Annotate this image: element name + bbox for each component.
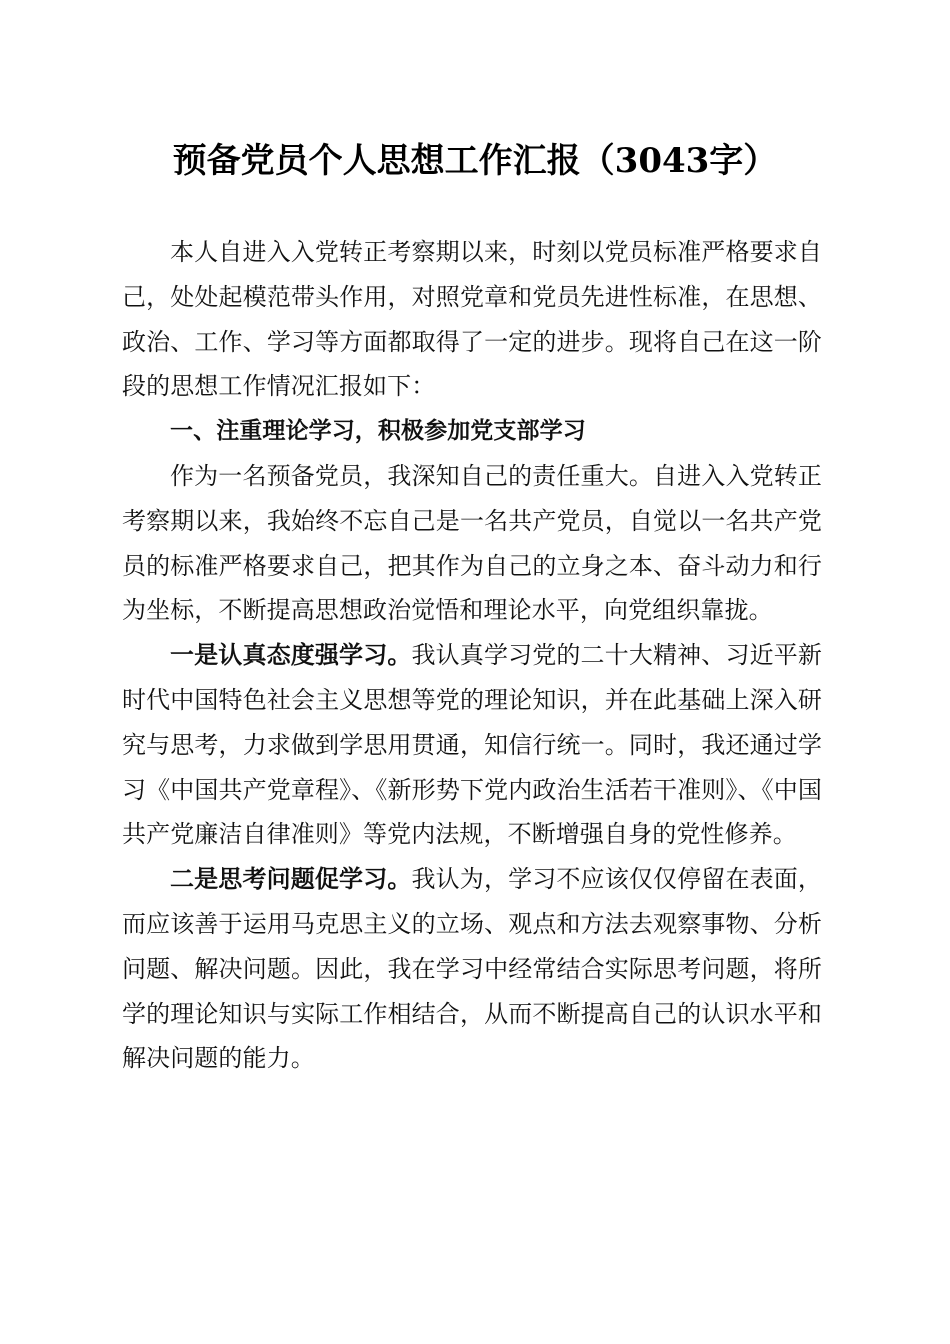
point-paragraph-2 bbox=[122, 857, 822, 1081]
point-paragraph-1 bbox=[122, 633, 822, 857]
point-text-1: 我认真学习党的二十大精神、习近平新时代中国特色社会主义思想等党的理论知识，并在此基础上深入研究与思考，力求做到学思用贯通，知信行统一。同时，我还通过学习《中国共产党章程》、《新形势下党内政治生活若干准则》、《中国共产党廉洁自律准则》等党内法规，不断增强自身的党性修养。 bbox=[122, 641, 822, 849]
document-body bbox=[122, 230, 822, 1081]
point-lead-2: 二是思考问题促学习。 bbox=[170, 865, 412, 894]
section-heading: 一、注重理论学习，积极参加党支部学习 bbox=[170, 418, 586, 445]
intro-paragraph: 本人自进入入党转正考察期以来，时刻以党员标准严格要求自己，处处起模范带头作用，对照党章和党员先进性标准，在思想、政治、工作、学习等方面都取得了一定的进步。现将自己在这一阶段的思想工作情况汇报如下： bbox=[122, 238, 822, 401]
point-text-2: 我认为，学习不应该仅仅停留在表面，而应该善于运用马克思主义的立场、观点和方法去观察事物、分析问题、解决问题。因此，我在学习中经常结合实际思考问题，将所学的理论知识与实际工作相结合，从而不断提高自己的认识水平和解决问题的能力。 bbox=[122, 865, 822, 1073]
section-paragraph: 作为一名预备党员，我深知自己的责任重大。自进入入党转正考察期以来，我始终不忘自己是一名共产党员，自觉以一名共产党员的标准严格要求自己，把其作为自己的立身之本、奋斗动力和行为坐标，不断提高思想政治觉悟和理论水平，向党组织靠拢。 bbox=[122, 461, 822, 625]
point-lead-1: 一是认真态度强学习。 bbox=[170, 641, 412, 670]
document-title: 预备党员个人思想工作汇报（3043字） bbox=[172, 141, 778, 181]
